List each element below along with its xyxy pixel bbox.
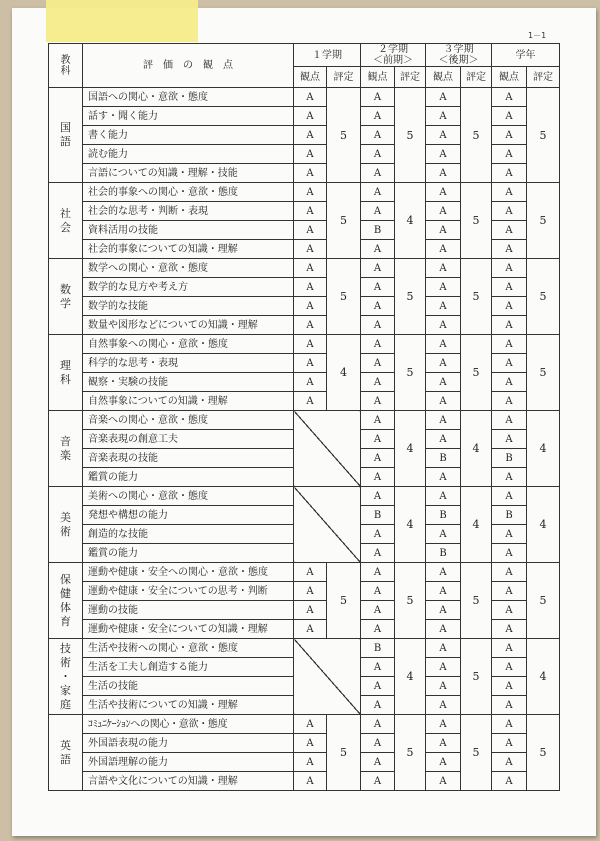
term3-kanten: A	[426, 639, 461, 658]
term2-kanten: A	[361, 164, 395, 183]
term1-kanten: A	[294, 392, 327, 411]
subject-name-char: ・	[60, 669, 71, 683]
term3-kanten: A	[426, 164, 461, 183]
term3-kanten: A	[426, 335, 461, 354]
header-term1: １学期	[294, 44, 361, 67]
term3-kanten: A	[426, 582, 461, 601]
subject-name-char: 理	[60, 358, 71, 372]
term3-kanten: A	[426, 278, 461, 297]
term2-hyotei: 5	[395, 563, 426, 639]
table-row	[49, 259, 560, 278]
term3-kanten: A	[426, 183, 461, 202]
subject-name-char: 家	[60, 683, 71, 697]
term3-kanten: A	[426, 715, 461, 734]
year-hyotei: 5	[527, 335, 560, 411]
term1-hyotei: 4	[327, 335, 361, 411]
term3-kanten: A	[426, 411, 461, 430]
table-row	[49, 563, 560, 582]
term2-kanten: A	[361, 734, 395, 753]
header-hyotei: 評定	[527, 67, 560, 88]
subject-name	[49, 487, 83, 563]
table-row	[49, 715, 560, 734]
term2-hyotei: 5	[395, 88, 426, 183]
viewpoint-item: 外国語理解の能力	[83, 753, 294, 772]
subject-name	[49, 335, 83, 411]
year-hyotei: 4	[527, 411, 560, 487]
term2-hyotei: 4	[395, 183, 426, 259]
term3-kanten: A	[426, 221, 461, 240]
year-kanten: A	[492, 354, 527, 373]
term1-kanten: A	[294, 772, 327, 791]
viewpoint-item: ｺﾐｭﾆｹｰｼｮﾝへの関心・意欲・態度	[83, 715, 294, 734]
viewpoint-item: 音楽表現の創意工夫	[83, 430, 294, 449]
term3-kanten: B	[426, 544, 461, 563]
viewpoint-item: 数学への関心・意欲・態度	[83, 259, 294, 278]
header-kanten: 観点	[492, 67, 527, 88]
year-kanten: A	[492, 544, 527, 563]
term2-kanten: A	[361, 297, 395, 316]
term3-kanten: A	[426, 487, 461, 506]
viewpoint-item: 話す・聞く能力	[83, 107, 294, 126]
year-kanten: B	[492, 506, 527, 525]
year-kanten: A	[492, 715, 527, 734]
term2-kanten: A	[361, 715, 395, 734]
term2-kanten: A	[361, 582, 395, 601]
term1-not-applicable	[294, 411, 361, 487]
year-kanten: A	[492, 278, 527, 297]
term3-hyotei: 5	[461, 335, 492, 411]
viewpoint-item: 鑑賞の能力	[83, 544, 294, 563]
term2-kanten: A	[361, 772, 395, 791]
viewpoint-item: 社会的事象についての知識・理解	[83, 240, 294, 259]
subject-name-char: 健	[60, 586, 71, 600]
year-kanten: A	[492, 430, 527, 449]
term1-hyotei: 5	[327, 715, 361, 791]
subject-name-char: 英	[60, 738, 71, 752]
term1-kanten: A	[294, 164, 327, 183]
header-subject	[49, 44, 83, 88]
viewpoint-item: 運動や健康・安全への関心・意欲・態度	[83, 563, 294, 582]
year-hyotei: 5	[527, 259, 560, 335]
year-kanten: A	[492, 107, 527, 126]
term1-kanten: A	[294, 715, 327, 734]
year-hyotei: 5	[527, 563, 560, 639]
sticky-note	[46, 0, 198, 42]
term1-kanten: A	[294, 278, 327, 297]
term1-kanten: A	[294, 734, 327, 753]
subject-name	[49, 259, 83, 335]
year-hyotei: 5	[527, 715, 560, 791]
term1-hyotei: 5	[327, 563, 361, 639]
viewpoint-item: 資料活用の技能	[83, 221, 294, 240]
table-row	[49, 88, 560, 107]
term3-kanten: A	[426, 373, 461, 392]
term2-kanten: A	[361, 449, 395, 468]
viewpoint-item: 創造的な技能	[83, 525, 294, 544]
viewpoint-item: 数量や図形などについての知識・理解	[83, 316, 294, 335]
viewpoint-item: 音楽への関心・意欲・態度	[83, 411, 294, 430]
term2-kanten: A	[361, 278, 395, 297]
term1-kanten: A	[294, 126, 327, 145]
term2-kanten: A	[361, 354, 395, 373]
viewpoint-item: 運動や健康・安全についての知識・理解	[83, 620, 294, 639]
term2-kanten: A	[361, 145, 395, 164]
term3-hyotei: 4	[461, 411, 492, 487]
term1-kanten: A	[294, 297, 327, 316]
term2-kanten: A	[361, 601, 395, 620]
term3-hyotei: 5	[461, 563, 492, 639]
viewpoint-item: 美術への関心・意欲・態度	[83, 487, 294, 506]
term2-kanten: A	[361, 487, 395, 506]
header-term2-line1: ２学期	[378, 44, 408, 55]
term3-hyotei: 5	[461, 183, 492, 259]
subject-name-char: 社	[60, 206, 71, 220]
term2-hyotei: 5	[395, 715, 426, 791]
term2-kanten: A	[361, 126, 395, 145]
year-hyotei: 4	[527, 487, 560, 563]
term3-kanten: A	[426, 525, 461, 544]
header-hyotei: 評定	[395, 67, 426, 88]
subject-name-char: 会	[60, 220, 71, 234]
term2-kanten: A	[361, 620, 395, 639]
header-term2-line2: ＜前期＞	[373, 55, 413, 66]
year-kanten: A	[492, 468, 527, 487]
term1-kanten: A	[294, 221, 327, 240]
term3-kanten: A	[426, 468, 461, 487]
year-kanten: A	[492, 563, 527, 582]
year-hyotei: 5	[527, 88, 560, 183]
term3-kanten: A	[426, 753, 461, 772]
term3-hyotei: 4	[461, 487, 492, 563]
header-subject-char: 教	[60, 54, 71, 66]
subject-name-char: 科	[60, 372, 71, 386]
term3-kanten: A	[426, 145, 461, 164]
term1-hyotei: 5	[327, 259, 361, 335]
term1-kanten: A	[294, 145, 327, 164]
term2-kanten: A	[361, 316, 395, 335]
term3-kanten: A	[426, 202, 461, 221]
year-kanten: A	[492, 392, 527, 411]
term3-kanten: A	[426, 601, 461, 620]
header-hyotei: 評定	[461, 67, 492, 88]
subject-name-char: 術	[60, 655, 71, 669]
year-hyotei: 5	[527, 183, 560, 259]
term3-hyotei: 5	[461, 715, 492, 791]
term3-kanten: A	[426, 240, 461, 259]
subject-name-char: 楽	[60, 448, 71, 462]
term2-kanten: A	[361, 411, 395, 430]
term1-kanten: A	[294, 183, 327, 202]
term1-kanten: A	[294, 373, 327, 392]
term1-kanten: A	[294, 335, 327, 354]
viewpoint-item: 音楽表現の技能	[83, 449, 294, 468]
viewpoint-item: 数学的な技能	[83, 297, 294, 316]
header-kanten: 観点	[294, 67, 327, 88]
term2-kanten: A	[361, 392, 395, 411]
viewpoint-item: 外国語表現の能力	[83, 734, 294, 753]
page-number: 1－1	[528, 31, 547, 40]
term2-kanten: A	[361, 183, 395, 202]
year-kanten: A	[492, 525, 527, 544]
viewpoint-item: 発想や構想の能力	[83, 506, 294, 525]
year-kanten: A	[492, 373, 527, 392]
term1-kanten: A	[294, 354, 327, 373]
term2-kanten: A	[361, 696, 395, 715]
term2-kanten: A	[361, 468, 395, 487]
year-kanten: A	[492, 297, 527, 316]
subject-name-char: 数	[60, 282, 71, 296]
subject-name-char: 育	[60, 614, 71, 628]
term3-kanten: B	[426, 449, 461, 468]
term1-kanten: A	[294, 582, 327, 601]
term3-kanten: A	[426, 696, 461, 715]
year-kanten: A	[492, 202, 527, 221]
subject-name	[49, 411, 83, 487]
year-kanten: B	[492, 449, 527, 468]
year-kanten: A	[492, 164, 527, 183]
term3-kanten: A	[426, 297, 461, 316]
table-row	[49, 487, 560, 506]
term1-kanten: A	[294, 316, 327, 335]
viewpoint-item: 言語についての知識・理解・技能	[83, 164, 294, 183]
subject-name-char: 音	[60, 434, 71, 448]
subject-name-char: 語	[60, 135, 71, 148]
term2-kanten: B	[361, 506, 395, 525]
term1-not-applicable	[294, 487, 361, 563]
table-row	[49, 639, 560, 658]
year-kanten: A	[492, 183, 527, 202]
year-kanten: A	[492, 335, 527, 354]
subject-name	[49, 88, 83, 183]
term2-kanten: B	[361, 221, 395, 240]
term1-kanten: A	[294, 620, 327, 639]
term3-kanten: A	[426, 392, 461, 411]
term2-kanten: A	[361, 658, 395, 677]
header-viewpoint: 評 価 の 観 点	[83, 44, 294, 88]
year-kanten: A	[492, 753, 527, 772]
term2-kanten: A	[361, 753, 395, 772]
table-body	[49, 88, 560, 791]
term3-kanten: A	[426, 772, 461, 791]
term2-kanten: B	[361, 639, 395, 658]
year-kanten: A	[492, 259, 527, 278]
subject-name-char: 術	[60, 524, 71, 538]
table-row	[49, 335, 560, 354]
subject-name-char: 体	[60, 600, 71, 614]
term2-kanten: A	[361, 677, 395, 696]
subject-name	[49, 715, 83, 791]
table-row	[49, 183, 560, 202]
year-kanten: A	[492, 316, 527, 335]
term1-kanten: A	[294, 259, 327, 278]
term3-kanten: A	[426, 126, 461, 145]
term2-kanten: A	[361, 373, 395, 392]
term1-kanten: A	[294, 107, 327, 126]
year-kanten: A	[492, 582, 527, 601]
evaluation-table	[48, 43, 560, 791]
term3-hyotei: 5	[461, 259, 492, 335]
viewpoint-item: 観察・実験の技能	[83, 373, 294, 392]
header-term3-line2: ＜後期＞	[438, 55, 479, 66]
viewpoint-item: 書く能力	[83, 126, 294, 145]
term3-kanten: A	[426, 734, 461, 753]
viewpoint-item: 読む能力	[83, 145, 294, 164]
term3-kanten: A	[426, 107, 461, 126]
header-kanten: 観点	[426, 67, 461, 88]
header-kanten: 観点	[361, 67, 395, 88]
term2-hyotei: 5	[395, 259, 426, 335]
subject-name	[49, 639, 83, 715]
year-kanten: A	[492, 411, 527, 430]
header-subject-char: 科	[60, 65, 71, 77]
viewpoint-item: 運動の技能	[83, 601, 294, 620]
term3-kanten: A	[426, 354, 461, 373]
year-kanten: A	[492, 696, 527, 715]
term3-kanten: A	[426, 563, 461, 582]
viewpoint-item: 自然事象についての知識・理解	[83, 392, 294, 411]
year-kanten: A	[492, 772, 527, 791]
viewpoint-item: 科学的な思考・表現	[83, 354, 294, 373]
term1-kanten: A	[294, 240, 327, 259]
year-kanten: A	[492, 221, 527, 240]
year-kanten: A	[492, 601, 527, 620]
term3-kanten: A	[426, 430, 461, 449]
term2-kanten: A	[361, 240, 395, 259]
viewpoint-item: 数学的な見方や考え方	[83, 278, 294, 297]
year-kanten: A	[492, 240, 527, 259]
year-kanten: A	[492, 88, 527, 107]
term3-kanten: A	[426, 620, 461, 639]
viewpoint-item: 運動や健康・安全についての思考・判断	[83, 582, 294, 601]
term1-kanten: A	[294, 601, 327, 620]
term2-hyotei: 5	[395, 335, 426, 411]
year-kanten: A	[492, 639, 527, 658]
viewpoint-item: 社会的な思考・判断・表現	[83, 202, 294, 221]
subject-name	[49, 183, 83, 259]
subject-name-char: 美	[60, 510, 71, 524]
term3-kanten: B	[426, 506, 461, 525]
term1-kanten: A	[294, 753, 327, 772]
term3-hyotei: 5	[461, 88, 492, 183]
year-kanten: A	[492, 145, 527, 164]
term2-kanten: A	[361, 430, 395, 449]
header-term3-line1: ３学期	[443, 44, 474, 55]
term2-hyotei: 4	[395, 639, 426, 715]
viewpoint-item: 国語への関心・意欲・態度	[83, 88, 294, 107]
header-term2	[361, 44, 426, 67]
term2-hyotei: 4	[395, 411, 426, 487]
term3-kanten: A	[426, 677, 461, 696]
term2-hyotei: 4	[395, 487, 426, 563]
term2-kanten: A	[361, 107, 395, 126]
term3-kanten: A	[426, 259, 461, 278]
term2-kanten: A	[361, 88, 395, 107]
viewpoint-item: 生活や技術についての知識・理解	[83, 696, 294, 715]
term1-hyotei: 5	[327, 183, 361, 259]
subject-name-char: 保	[60, 572, 71, 586]
term2-kanten: A	[361, 335, 395, 354]
subject-name-char: 語	[60, 752, 71, 766]
subject-name-char: 国	[60, 121, 71, 134]
subject-name-char: 技	[60, 641, 71, 655]
subject-name-char: 庭	[60, 697, 71, 711]
header-hyotei: 評定	[327, 67, 361, 88]
year-kanten: A	[492, 487, 527, 506]
term3-kanten: A	[426, 316, 461, 335]
viewpoint-item: 生活や技術への関心・意欲・態度	[83, 639, 294, 658]
year-kanten: A	[492, 126, 527, 145]
term2-kanten: A	[361, 525, 395, 544]
term2-kanten: A	[361, 563, 395, 582]
viewpoint-item: 社会的事象への関心・意欲・態度	[83, 183, 294, 202]
term1-kanten: A	[294, 88, 327, 107]
year-kanten: A	[492, 658, 527, 677]
header-year: 学年	[492, 44, 560, 67]
viewpoint-item: 言語や文化についての知識・理解	[83, 772, 294, 791]
term2-kanten: A	[361, 259, 395, 278]
viewpoint-item: 自然事象への関心・意欲・態度	[83, 335, 294, 354]
term3-hyotei: 5	[461, 639, 492, 715]
term2-kanten: A	[361, 544, 395, 563]
term3-kanten: A	[426, 88, 461, 107]
table-row	[49, 411, 560, 430]
year-hyotei: 4	[527, 639, 560, 715]
year-kanten: A	[492, 734, 527, 753]
viewpoint-item: 生活を工夫し創造する能力	[83, 658, 294, 677]
term1-kanten: A	[294, 202, 327, 221]
term1-not-applicable	[294, 639, 361, 715]
term2-kanten: A	[361, 202, 395, 221]
term1-hyotei: 5	[327, 88, 361, 183]
subject-name-char: 学	[60, 296, 71, 310]
subject-name	[49, 563, 83, 639]
header-term3	[426, 44, 492, 67]
viewpoint-item: 生活の技能	[83, 677, 294, 696]
year-kanten: A	[492, 677, 527, 696]
term3-kanten: A	[426, 658, 461, 677]
viewpoint-item: 鑑賞の能力	[83, 468, 294, 487]
year-kanten: A	[492, 620, 527, 639]
term1-kanten: A	[294, 563, 327, 582]
